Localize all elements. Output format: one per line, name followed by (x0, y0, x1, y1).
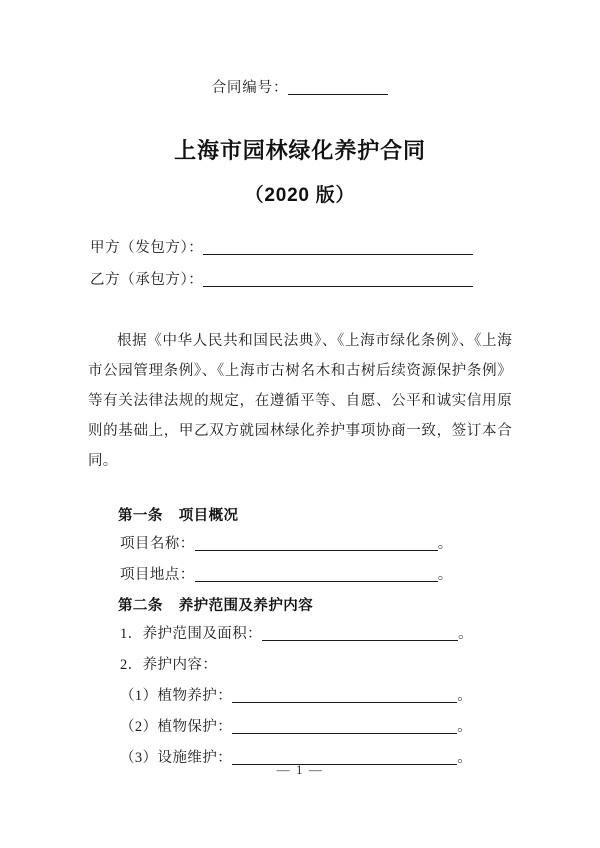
field-facility-maintenance-label: （3）设施维护： (120, 750, 233, 766)
field-plant-protection-label: （2）植物保护： (120, 719, 233, 735)
field-scope-area-period: 。 (458, 626, 474, 642)
party-row-party-b (90, 268, 520, 289)
field-plant-maintenance-blank[interactable] (232, 702, 457, 703)
field-maintenance-content (120, 653, 528, 677)
field-plant-maintenance-label: （1）植物养护： (120, 688, 233, 704)
field-scope-area-blank[interactable] (262, 640, 458, 641)
field-project-name-blank[interactable] (195, 550, 438, 551)
field-scope-area (120, 622, 528, 646)
party-b-label: 乙方（承包方）： (90, 272, 204, 288)
party-a-label: 甲方（发包方）： (90, 240, 204, 256)
contract-number-label: 合同编号： (211, 80, 289, 96)
parties-block (90, 236, 520, 300)
section-1-heading (118, 504, 528, 525)
field-plant-maintenance-period: 。 (457, 688, 473, 704)
page-subtitle: （2020 版） (244, 185, 356, 206)
field-facility-maintenance-period: 。 (457, 750, 473, 766)
field-plant-protection (120, 715, 528, 739)
field-plant-protection-period: 。 (457, 719, 473, 735)
section-2-title: 养护范围及养护内容 (178, 598, 314, 614)
intro-paragraph: 根据《中华人民共和国民法典》、《上海市绿化条例》、《上海市公园管理条例》、《上海市古树名木和古树后续资源保护条例》等有关法律法规的规定，在遵循平等、自愿、公平和诚实信用原则的基础上，甲乙双方就园林绿化养护事项协商一致，签订本合同。 (88, 333, 512, 469)
section-2-heading (118, 594, 528, 615)
field-plant-maintenance (120, 684, 528, 708)
field-project-name (120, 532, 528, 556)
field-project-location (120, 563, 528, 587)
party-row-party-a (90, 236, 520, 257)
field-project-location-period: 。 (437, 567, 453, 583)
field-project-location-blank[interactable] (195, 581, 438, 582)
party-a-blank[interactable] (203, 254, 473, 255)
page-title: 上海市园林绿化养护合同 (174, 138, 426, 163)
page-footer: — 1 — (276, 762, 324, 777)
section-maintenance-scope (88, 594, 528, 777)
contract-number-line (0, 76, 600, 97)
field-project-name-label: 项目名称： (120, 536, 195, 552)
section-project-overview (88, 504, 528, 594)
section-2-number: 第二条 (118, 598, 163, 614)
party-b-blank[interactable] (203, 286, 473, 287)
section-1-number: 第一条 (118, 508, 163, 524)
section-1-title: 项目概况 (178, 508, 239, 524)
field-project-name-period: 。 (437, 536, 453, 552)
field-maintenance-content-label: 2．养护内容： (120, 657, 218, 673)
field-project-location-label: 项目地点： (120, 567, 195, 583)
field-scope-area-label: 1．养护范围及面积： (120, 626, 263, 642)
contract-number-blank[interactable] (288, 94, 388, 95)
field-plant-protection-blank[interactable] (232, 733, 457, 734)
